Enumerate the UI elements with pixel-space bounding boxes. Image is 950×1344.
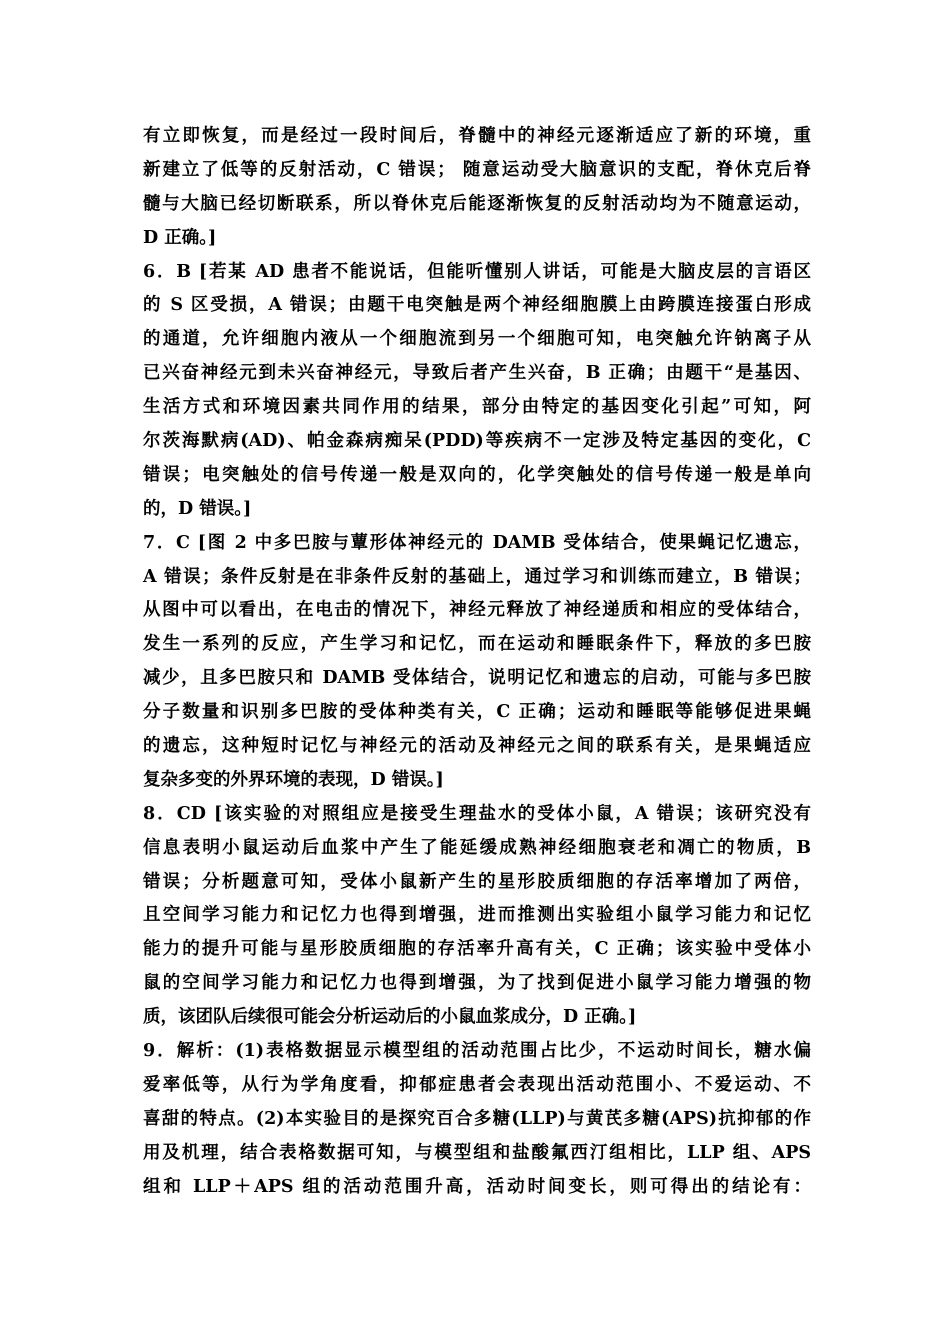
text-line: 尔茨海默病(AD)、帕金森病痴呆(PDD)等疾病不一定涉及特定基因的变化，C — [143, 431, 811, 452]
text-line: 发生一系列的反应，产生学习和记忆，而在运动和睡眠条件下，释放的多巴胺 — [143, 634, 811, 655]
text-line: 的遗忘，这种短时记忆与神经元的活动及神经元之间的联系有关，是果蝇适应 — [143, 736, 811, 757]
text-line: 复杂多变的外界环境的表现，D 错误。] — [143, 769, 444, 790]
text-line: 错误；分析题意可知，受体小鼠新产生的星形胶质细胞的存活率增加了两倍， — [143, 871, 811, 892]
text-line: 减少，且多巴胺只和 DAMB 受体结合，说明记忆和遗忘的启动，可能与多巴胺 — [143, 668, 811, 689]
text-line: 用及机理，结合表格数据可知，与模型组和盐酸氟西汀组相比，LLP 组、APS — [143, 1142, 811, 1163]
text-line: A 错误；条件反射是在非条件反射的基础上，通过学习和训练而建立，B 错误； — [143, 566, 811, 587]
paragraph-q8 — [143, 798, 811, 1035]
text-line: 9．解析：(1)表格数据显示模型组的活动范围占比少，不运动时间长，糖水偏 — [143, 1041, 811, 1062]
text-line: 且空间学习能力和记忆力也得到增强，进而推测出实验组小鼠学习能力和记忆 — [143, 905, 811, 926]
text-line: 爱率低等，从行为学角度看，抑郁症患者会表现出活动范围小、不爱运动、不 — [143, 1074, 811, 1095]
text-line: 8．CD [该实验的对照组应是接受生理盐水的受体小鼠，A 错误；该研究没有 — [143, 803, 811, 824]
text-line: 有立即恢复，而是经过一段时间后，脊髓中的神经元逐渐适应了新的环境，重 — [143, 126, 811, 146]
paragraph-q7 — [143, 527, 811, 798]
text-line: 组和 LLP＋APS 组的活动范围升高，活动时间变长，则可得出的结论有： — [143, 1176, 811, 1197]
text-line: 信息表明小鼠运动后血浆中产生了能延缓成熟神经细胞衰老和凋亡的物质，B — [143, 837, 811, 858]
text-line: 髓与大脑已经切断联系，所以脊休克后能逐渐恢复的反射活动均为不随意运动， — [143, 193, 811, 214]
text-line: 质，该团队后续很可能会分析运动后的小鼠血浆成分，D 正确。] — [143, 1007, 637, 1028]
text-line: 喜甜的特点。(2)本实验目的是探究百合多糖(LLP)与黄芪多糖(APS)抗抑郁的作 — [143, 1108, 811, 1129]
text-line: 能力的提升可能与星形胶质细胞的存活率升高有关，C 正确；该实验中受体小 — [143, 939, 811, 960]
text-line: 的 S 区受损，A 错误；由题干电突触是两个神经细胞膜上由跨膜连接蛋白形成 — [143, 295, 811, 316]
text-line: 从图中可以看出，在电击的情况下，神经元释放了神经递质和相应的受体结合， — [143, 600, 811, 621]
text-line: 的，D 错误。] — [143, 498, 252, 519]
text-line: 6．B [若某 AD 患者不能说话，但能听懂别人讲话，可能是大脑皮层的言语区 — [143, 261, 811, 282]
paragraph-q5-continued — [143, 120, 811, 256]
text-line: 新建立了低等的反射活动，C 错误； 随意运动受大脑意识的支配，脊休克后脊 — [143, 159, 811, 180]
answer-document — [143, 120, 811, 1205]
paragraph-q9 — [143, 1035, 811, 1204]
text-line: 7．C [图 2 中多巴胺与蕈形体神经元的 DAMB 受体结合，使果蝇记忆遗忘， — [143, 532, 811, 553]
paragraph-q6 — [143, 256, 811, 527]
text-line: 的通道，允许细胞内液从一个细胞流到另一个细胞可知，电突触允许钠离子从 — [143, 329, 811, 350]
text-line: 鼠的空间学习能力和记忆力也得到增强，为了找到促进小鼠学习能力增强的物 — [143, 973, 811, 994]
text-line: 已兴奋神经元到未兴奋神经元，导致后者产生兴奋，B 正确；由题干“是基因、 — [143, 363, 811, 384]
text-line: D 正确。] — [143, 227, 217, 248]
text-line: 生活方式和环境因素共同作用的结果，部分由特定的基因变化引起”可知，阿 — [143, 397, 811, 418]
text-line: 错误；电突触处的信号传递一般是双向的，化学突触处的信号传递一般是单向 — [143, 464, 811, 485]
text-line: 分子数量和识别多巴胺的受体种类有关，C 正确；运动和睡眠等能够促进果蝇 — [143, 702, 811, 723]
